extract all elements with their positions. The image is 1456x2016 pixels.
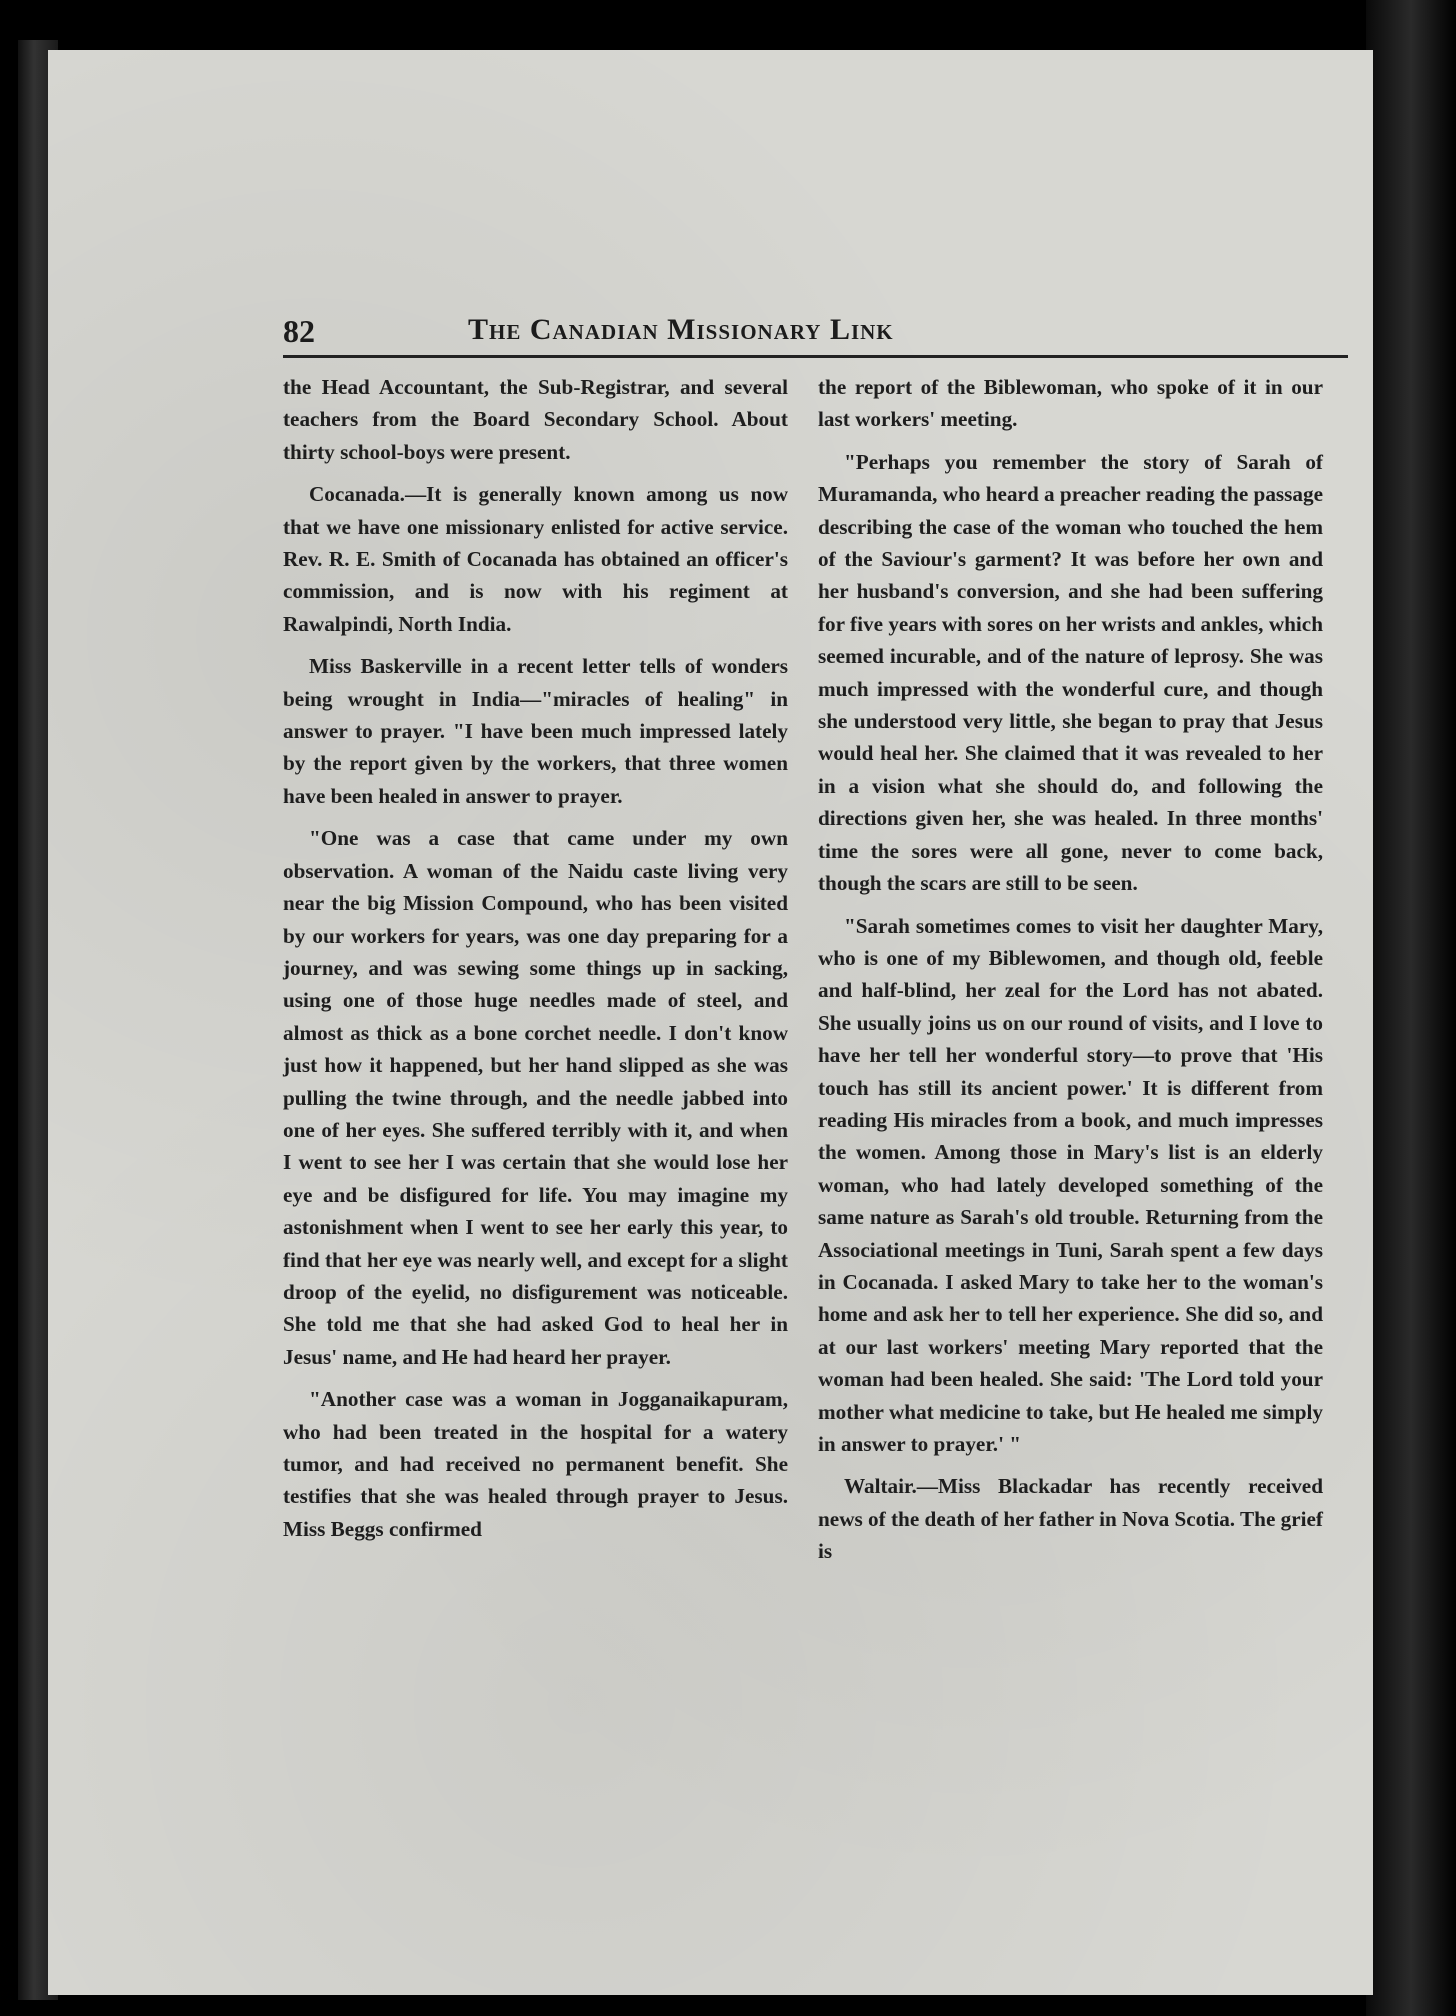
paragraph [283,478,788,640]
page-number: 82 [283,313,315,349]
right-column [818,371,1323,1578]
running-head: The Canadian Missionary Link [468,313,894,346]
page-content [283,305,1348,1985]
paragraph: Miss Baskerville in a recent letter tells of wonders being wrought in India—"miracles of healing" in answer to prayer. "I have been much impressed lately by the report given by the workers, that three women have been healed in answer to prayer. [283,654,788,808]
paragraph: the Head Accountant, the Sub-Registrar, and several teachers from the Board Secondary School. About thirty school-boys were present. [283,375,788,464]
paragraph: "One was a case that came under my own observation. A woman of the Naidu caste living very near the big Mission Compound, who has been visited by our workers for years, was one day preparing for a journey, and was sewing some things up in sacking, using one of those huge needles made of steel, and almost as thick as a bone corchet needle. I don't know just how it happened, but her hand slipped as she was pulling the twine through, and the needle jabbed into one of her eyes. She suffered terribly with it, and when I went to see her I was certain that she would lose her eye and be disfigured for life. You may imagine my astonishment when I went to see her early this year, to find that her eye was nearly well, and except for a slight droop of the eyelid, no disfigurement was noticeable. She told me that she had asked God to heal her in Jesus' name, and He had heard her prayer. [283,826,788,1369]
scan-border-right [1366,0,1456,2016]
scanned-page [48,50,1373,1995]
page-header [283,305,1348,358]
paragraph: the report of the Biblewoman, who spoke of it in our last workers' meeting. [818,375,1323,432]
paragraph-text: —Miss Blackadar has recently received news of the death of her father in Nova Scotia. The grief is [818,1474,1323,1564]
paragraph-text: —It is generally known among us now that we have one missionary enlisted for active service. Rev. R. E. Smith of Cocanada has obtained an officer's commission, and is now with his regiment at Rawalpindi, North India. [283,482,788,636]
place-heading: Waltair. [844,1474,917,1499]
left-column [283,371,788,1555]
place-heading: Cocanada. [309,482,405,507]
paragraph: "Another case was a woman in Jogganaikapuram, who had been treated in the hospital for a watery tumor, and had received no permanent benefit. She testifies that she was healed through prayer to Jesus. Miss Beggs confirmed [283,1387,788,1541]
paragraph: "Perhaps you remember the story of Sarah of Muramanda, who heard a preacher reading the passage describing the case of the woman who touched the hem of the Saviour's garment? It was before her own and her husband's conversion, and she had been suffering for five years with sores on her wrists and ankles, which seemed incurable, and of the nature of leprosy. She was much impressed with the wonderful cure, and though she understood very little, she began to pray that Jesus would heal her. She claimed that it was revealed to her in a vision what she should do, and following the directions given her, she was healed. In three months' time the sores were all gone, never to come back, though the scars are still to be seen. [818,449,1323,896]
paragraph [818,1470,1323,1567]
paragraph: "Sarah sometimes comes to visit her daughter Mary, who is one of my Biblewomen, and though old, feeble and half-blind, her zeal for the Lord has not abated. She usually joins us on our round of visits, and I love to have her tell her wonderful story—to prove that 'His touch has still its ancient power.' It is different from reading His miracles from a book, and much impresses the women. Among those in Mary's list is an elderly woman, who had lately developed something of the same nature as Sarah's old trouble. Returning from the Associational meetings in Tuni, Sarah spent a few days in Cocanada. I asked Mary to take her to the woman's home and ask her to tell her experience. She did so, and at our last workers' meeting Mary reported that the woman had been healed. She said: 'The Lord told your mother what medicine to take, but He healed me simply in answer to prayer.' " [818,913,1323,1456]
